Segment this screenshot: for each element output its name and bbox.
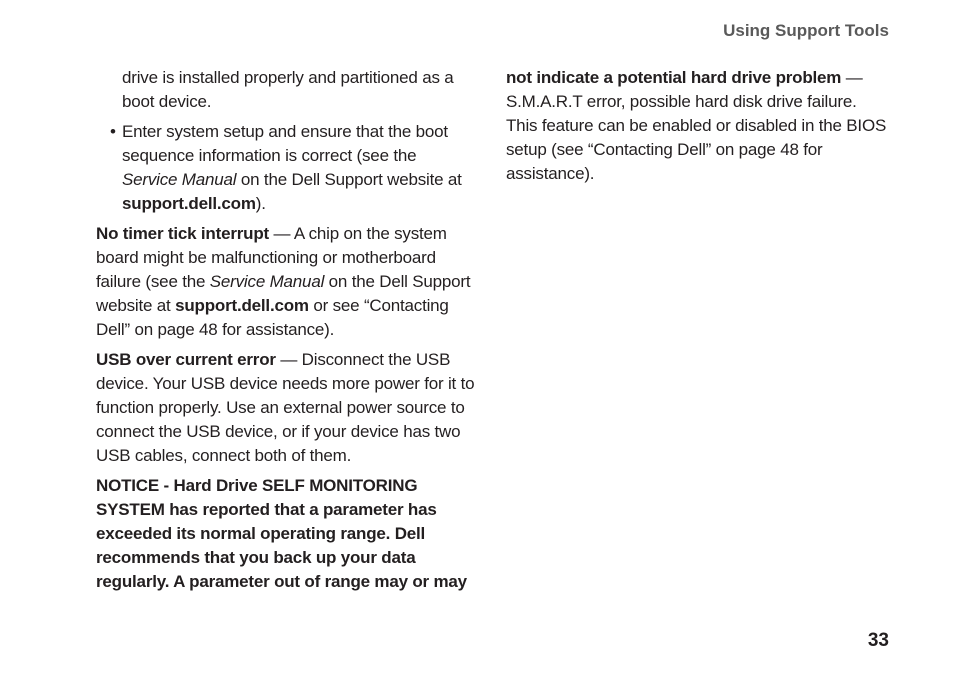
right-column	[506, 66, 890, 192]
section-header: Using Support Tools	[723, 21, 889, 40]
entry-smart-notice	[96, 474, 476, 594]
entry-timer-tick	[96, 222, 476, 342]
bullet-text: on the Dell Support website at	[236, 170, 462, 189]
entry-smart-notice-continued	[506, 66, 890, 186]
entry-term: NOTICE - Hard Drive SELF MONITORING SYSTEM has reported that a parameter has exceeded its normal operating range. Dell recommends that you back up your data regularly. A parameter out of range may or may	[96, 476, 467, 591]
support-site-link: support.dell.com	[175, 296, 309, 315]
bullet-symbol: •	[110, 122, 116, 141]
entry-term: USB over current error	[96, 350, 276, 369]
support-site-link: support.dell.com	[122, 194, 256, 213]
entry-term: not indicate a potential hard drive problem	[506, 68, 842, 87]
bullet-item-system-setup	[96, 120, 476, 216]
entry-term: No timer tick interrupt	[96, 224, 269, 243]
service-manual-ref: Service Manual	[209, 272, 325, 291]
bullet-text: ).	[255, 194, 266, 213]
entry-usb-over-current	[96, 348, 476, 468]
service-manual-ref: Service Manual	[122, 170, 237, 189]
entry-text: — A chip on the system board might be malfunctioning or motherboard failure (see the	[96, 224, 447, 291]
entry-text: — S.M.A.R.T error, possible hard disk drive failure. This feature can be enabled or disabled in the BIOS setup (see “Contacting Dell” on page 48 for assistance).	[506, 68, 887, 183]
entry-text: — Disconnect the USB device. Your USB device needs more power for it to function properly. Use an external power source to connect the USB device, or if your device has two USB cables, connect both of them.	[96, 350, 475, 465]
page-number: 33	[867, 630, 889, 651]
bullet-text: Enter system setup and ensure that the boot sequence information is correct (see the	[122, 122, 448, 165]
entry-text: on the Dell Support website at	[96, 272, 471, 315]
continued-paragraph: drive is installed properly and partitioned as a boot device.	[122, 68, 454, 111]
entry-text: or see “Contacting Dell” on page 48 for assistance).	[96, 296, 449, 339]
left-column	[96, 66, 476, 600]
